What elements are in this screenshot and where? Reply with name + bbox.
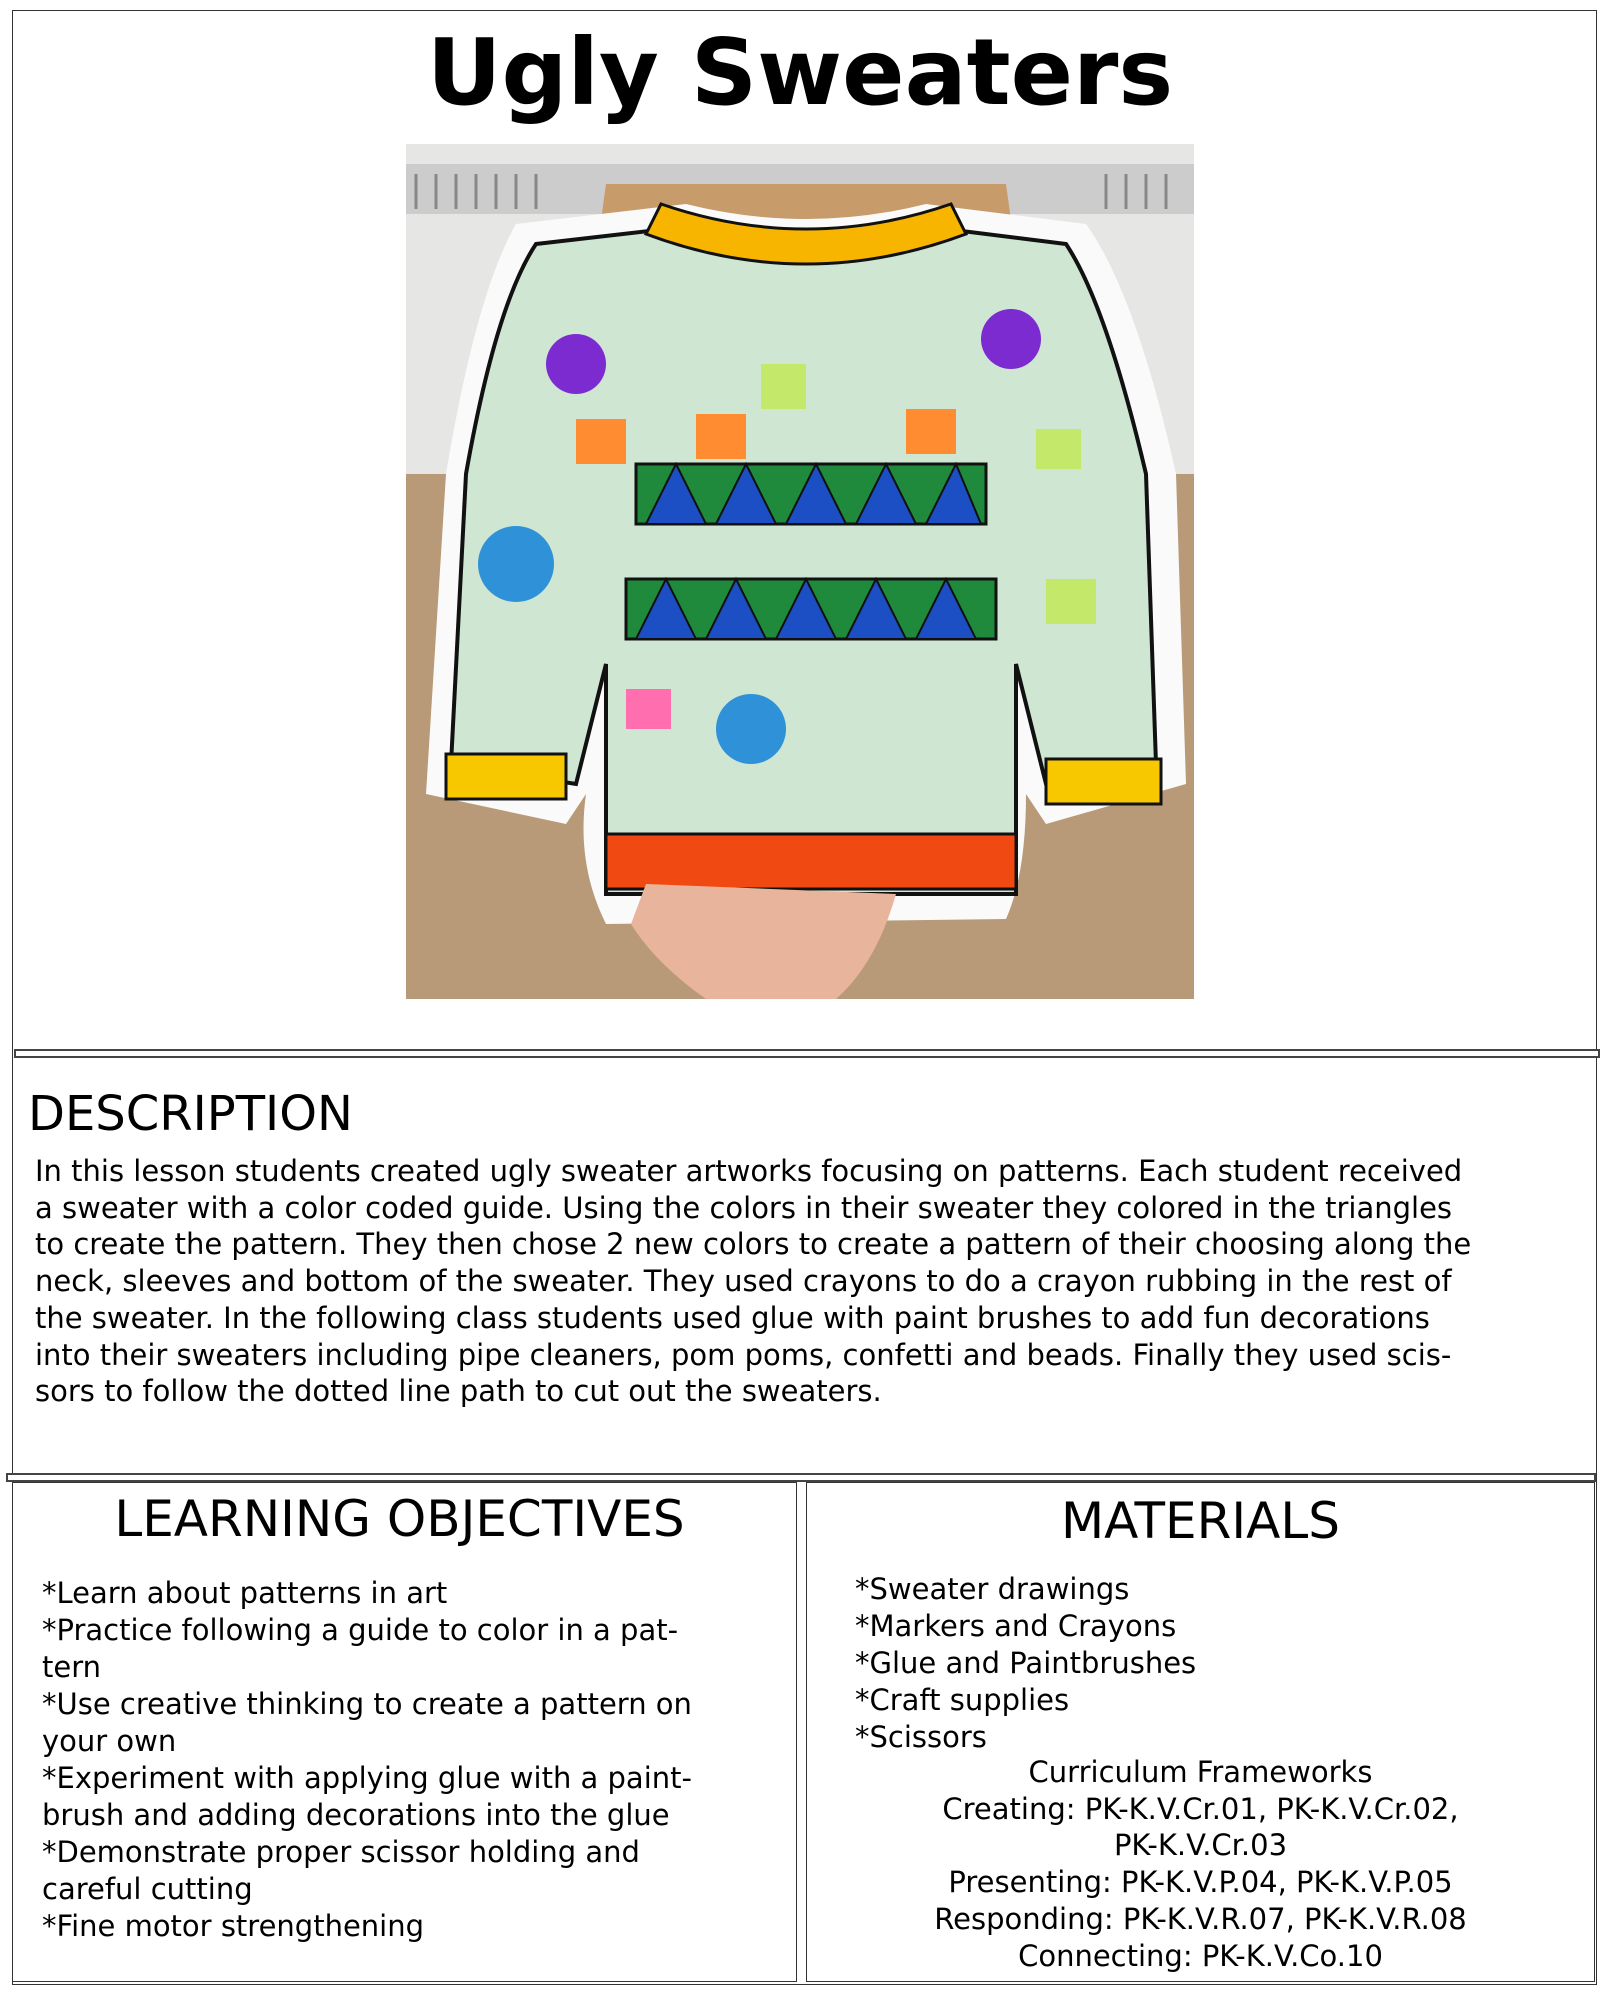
objectives-list xyxy=(42,1575,692,1945)
objective-line: your own xyxy=(42,1724,177,1758)
objective-line: *Demonstrate proper scissor holding and xyxy=(42,1835,640,1869)
sweater-photo xyxy=(406,144,1194,999)
curriculum-frameworks xyxy=(807,1754,1594,1974)
description-text xyxy=(35,1153,1595,1410)
material-item: *Scissors xyxy=(855,1720,987,1754)
curriculum-line: PK-K.V.Cr.03 xyxy=(1113,1828,1288,1863)
objective-line: tern xyxy=(42,1650,102,1684)
description-line: sors to follow the dotted line path to cut out the sweaters. xyxy=(35,1374,882,1409)
description-heading: DESCRIPTION xyxy=(28,1086,353,1142)
objective-line: brush and adding decorations into the glue xyxy=(42,1798,670,1832)
objective-line: *Experiment with applying glue with a paint- xyxy=(42,1761,692,1795)
materials-heading: MATERIALS xyxy=(1061,1492,1340,1550)
material-item: *Craft supplies xyxy=(855,1683,1070,1717)
section-divider xyxy=(6,1473,1596,1482)
objectives-heading: LEARNING OBJECTIVES xyxy=(114,1490,685,1548)
material-item: *Markers and Crayons xyxy=(855,1609,1177,1643)
section-divider xyxy=(14,1049,1600,1058)
learning-objectives-box xyxy=(12,1482,797,1982)
page-title: Ugly Sweaters xyxy=(426,19,1174,126)
objective-line: *Fine motor strengthening xyxy=(42,1909,425,1943)
description-line: a sweater with a color coded guide. Using the colors in their sweater they colored in the triangles xyxy=(35,1190,1453,1225)
curriculum-line: Creating: PK-K.V.Cr.01, PK-K.V.Cr.02, xyxy=(942,1791,1459,1826)
materials-box xyxy=(806,1482,1595,1982)
materials-list xyxy=(855,1571,1196,1756)
curriculum-line: Responding: PK-K.V.R.07, PK-K.V.R.08 xyxy=(934,1901,1467,1936)
objective-line: *Practice following a guide to color in a pat- xyxy=(42,1613,679,1647)
curriculum-line: Connecting: PK-K.V.Co.10 xyxy=(1018,1938,1383,1973)
curriculum-heading: Curriculum Frameworks xyxy=(1028,1755,1373,1789)
description-line: the sweater. In the following class students used glue with paint brushes to add fun decorations xyxy=(35,1300,1430,1335)
curriculum-line: Presenting: PK-K.V.P.04, PK-K.V.P.05 xyxy=(948,1865,1453,1900)
description-line: In this lesson students created ugly sweater artworks focusing on patterns. Each student received xyxy=(35,1154,1463,1188)
description-line: into their sweaters including pipe cleaners, pom poms, confetti and beads. Finally they used scis- xyxy=(35,1337,1452,1372)
material-item: *Glue and Paintbrushes xyxy=(855,1646,1197,1680)
description-line: neck, sleeves and bottom of the sweater. They used crayons to do a crayon rubbing in the rest of xyxy=(35,1264,1452,1299)
objective-line: *Use creative thinking to create a pattern on xyxy=(42,1687,692,1721)
description-line: to create the pattern. They then chose 2 new colors to create a pattern of their choosing along the xyxy=(35,1227,1472,1262)
objective-line: *Learn about patterns in art xyxy=(42,1576,448,1610)
material-item: *Sweater drawings xyxy=(855,1572,1130,1606)
objective-line: careful cutting xyxy=(42,1872,253,1906)
